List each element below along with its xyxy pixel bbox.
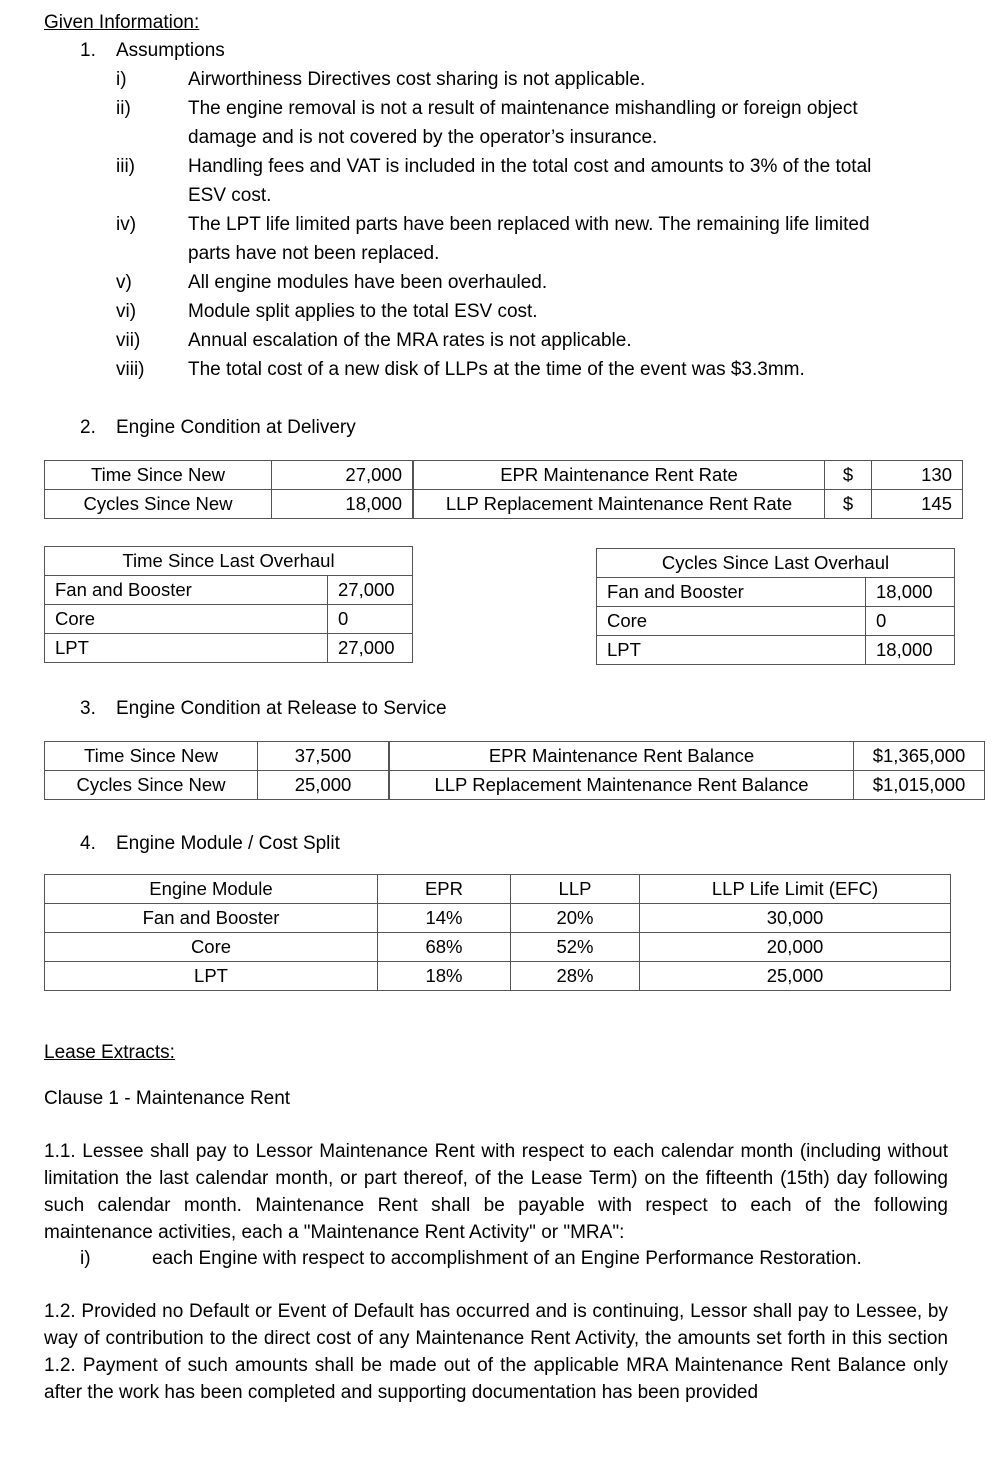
epr-balance-value: $1,365,000	[854, 742, 985, 771]
assumption-number: i)	[116, 69, 127, 90]
assumption-text: damage and is not covered by the operator’s insurance.	[188, 127, 658, 148]
table-row	[45, 771, 389, 800]
table-cell: 25,000	[640, 962, 951, 991]
lease-extracts-heading: Lease Extracts:	[44, 1042, 175, 1063]
table-row	[597, 578, 955, 607]
table-row	[45, 461, 413, 490]
module-value: 18,000	[866, 578, 955, 607]
table-cell: 52%	[511, 933, 640, 962]
module-label: Fan and Booster	[597, 578, 866, 607]
assumption-text: The total cost of a new disk of LLPs at the time of the event was $3.3mm.	[188, 359, 805, 380]
llp-rate-value: 145	[872, 490, 963, 519]
delivery-time-table	[44, 460, 413, 519]
assumption-text: Module split applies to the total ESV cost.	[188, 301, 538, 322]
llp-balance-label: LLP Replacement Maintenance Rent Balance	[390, 771, 854, 800]
cycles-since-last-overhaul-table	[596, 548, 955, 665]
section-4-title: Engine Module / Cost Split	[116, 833, 340, 854]
table-cell: 30,000	[640, 904, 951, 933]
column-header: LLP	[511, 875, 640, 904]
module-label: LPT	[597, 636, 866, 665]
table-cell: 14%	[378, 904, 511, 933]
table-row	[414, 490, 963, 519]
tslo-title: Time Since Last Overhaul	[45, 547, 413, 576]
module-label: LPT	[45, 634, 328, 663]
table-row	[45, 490, 413, 519]
table-cell: 68%	[378, 933, 511, 962]
module-label: Fan and Booster	[45, 576, 328, 605]
csn-label: Cycles Since New	[45, 490, 272, 519]
table-row	[45, 904, 951, 933]
assumption-text: The engine removal is not a result of maintenance mishandling or foreign object	[188, 98, 858, 119]
time-since-last-overhaul-table	[44, 546, 413, 663]
csn-label: Cycles Since New	[45, 771, 258, 800]
assumption-text: parts have not been replaced.	[188, 243, 440, 264]
given-information-heading: Given Information:	[44, 12, 200, 33]
assumption-number: vi)	[116, 301, 137, 322]
epr-rate-currency: $	[825, 461, 872, 490]
section-3-title: Engine Condition at Release to Service	[116, 698, 447, 719]
delivery-rate-table	[413, 460, 963, 519]
section-2-title: Engine Condition at Delivery	[116, 417, 356, 438]
tsn-label: Time Since New	[45, 461, 272, 490]
module-value: 0	[328, 605, 413, 634]
table-cell: Fan and Booster	[45, 904, 378, 933]
assumption-text: Annual escalation of the MRA rates is not applicable.	[188, 330, 632, 351]
tsn-label: Time Since New	[45, 742, 258, 771]
module-value: 27,000	[328, 576, 413, 605]
clause-title: Clause 1 - Maintenance Rent	[44, 1088, 291, 1109]
epr-rate-label: EPR Maintenance Rent Rate	[414, 461, 825, 490]
table-row	[390, 771, 985, 800]
assumption-number: iv)	[116, 214, 137, 235]
llp-balance-value: $1,015,000	[854, 771, 985, 800]
table-row	[45, 742, 389, 771]
assumption-number: viii)	[116, 359, 145, 380]
table-row	[45, 605, 413, 634]
assumption-number: ii)	[116, 98, 131, 119]
paragraph-1-2: 1.2. Provided no Default or Event of Default has occurred and is continuing, Lessor shall pay to Lessee, by way of contribution to the direct cost of any Maintenance Rent Activity, the amounts set forth in this section 1.2. Payment of such amounts shall be made out of the applicable MRA Maintenance Rent Balance only after the work has been completed and supporting documentation has been provided	[44, 1301, 948, 1403]
table-cell: 20,000	[640, 933, 951, 962]
module-cost-split-table	[44, 874, 951, 991]
release-balance-table	[389, 741, 985, 800]
table-row	[45, 576, 413, 605]
table-row	[597, 636, 955, 665]
paragraph-1-1: 1.1. Lessee shall pay to Lessor Maintenance Rent with respect to each calendar month (including without limitation the last calendar month, or part thereof, of the Lease Term) on the fifteenth (15th) day following such calendar month. Maintenance Rent shall be payable with respect to each of the following maintenance activities, each a "Maintenance Rent Activity" or "MRA":	[44, 1141, 948, 1243]
table-cell: 18%	[378, 962, 511, 991]
csn-value: 25,000	[258, 771, 389, 800]
column-header: Engine Module	[45, 875, 378, 904]
table-row	[45, 547, 413, 576]
llp-rate-label: LLP Replacement Maintenance Rent Rate	[414, 490, 825, 519]
tsn-value: 27,000	[272, 461, 413, 490]
table-row	[45, 962, 951, 991]
section-1-number: 1.	[80, 40, 96, 61]
paragraph-1-1-item-text: each Engine with respect to accomplishment of an Engine Performance Restoration.	[152, 1248, 862, 1269]
assumption-text: All engine modules have been overhauled.	[188, 272, 548, 293]
assumption-text: Handling fees and VAT is included in the total cost and amounts to 3% of the total	[188, 156, 872, 177]
paragraph-1-1-item-number: i)	[80, 1248, 91, 1269]
table-cell: Core	[45, 933, 378, 962]
assumption-text: ESV cost.	[188, 185, 272, 206]
section-2-number: 2.	[80, 417, 96, 438]
section-3-number: 3.	[80, 698, 96, 719]
release-time-table	[44, 741, 389, 800]
section-4-number: 4.	[80, 833, 96, 854]
table-cell: 28%	[511, 962, 640, 991]
module-label: Core	[45, 605, 328, 634]
assumption-number: vii)	[116, 330, 141, 351]
module-value: 0	[866, 607, 955, 636]
table-cell: LPT	[45, 962, 378, 991]
tsn-value: 37,500	[258, 742, 389, 771]
cslo-title: Cycles Since Last Overhaul	[597, 549, 955, 578]
column-header: EPR	[378, 875, 511, 904]
table-row	[597, 607, 955, 636]
assumption-text: Airworthiness Directives cost sharing is not applicable.	[188, 69, 646, 90]
table-row	[390, 742, 985, 771]
table-row	[45, 634, 413, 663]
module-value: 27,000	[328, 634, 413, 663]
table-row	[597, 549, 955, 578]
table-row	[45, 875, 951, 904]
llp-rate-currency: $	[825, 490, 872, 519]
module-value: 18,000	[866, 636, 955, 665]
table-cell: 20%	[511, 904, 640, 933]
table-row	[414, 461, 963, 490]
assumption-text: The LPT life limited parts have been replaced with new. The remaining life limited	[188, 214, 870, 235]
assumption-number: v)	[116, 272, 132, 293]
table-row	[45, 933, 951, 962]
column-header: LLP Life Limit (EFC)	[640, 875, 951, 904]
assumption-number: iii)	[116, 156, 135, 177]
module-label: Core	[597, 607, 866, 636]
epr-rate-value: 130	[872, 461, 963, 490]
epr-balance-label: EPR Maintenance Rent Balance	[390, 742, 854, 771]
section-1-title: Assumptions	[116, 40, 225, 61]
csn-value: 18,000	[272, 490, 413, 519]
